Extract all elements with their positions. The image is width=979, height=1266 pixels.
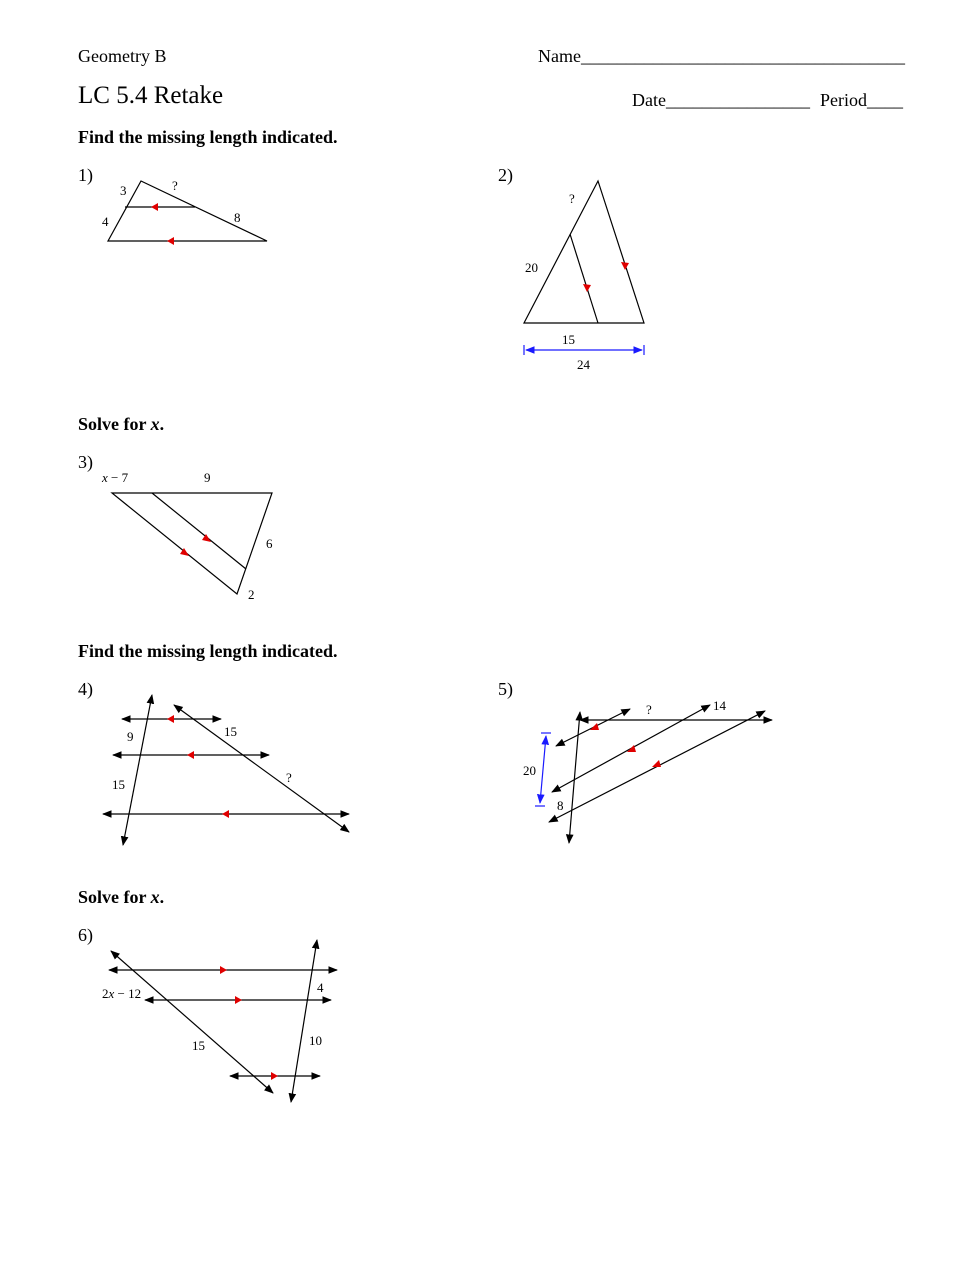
label-24: 24 (577, 357, 590, 372)
transversal (111, 951, 273, 1093)
label-15: 15 (562, 332, 575, 347)
instruction-variable: x (150, 887, 160, 907)
label-unknown: ? (286, 770, 292, 785)
label-20: 20 (523, 763, 536, 778)
parallel-mark-icon (151, 203, 158, 211)
problem-2-diagram (524, 181, 644, 372)
problem-6-number: 6) (78, 925, 93, 945)
instruction-find-length-2: Find the missing length indicated. (78, 641, 338, 661)
label-15: 15 (192, 1038, 205, 1053)
label-10: 10 (309, 1033, 322, 1048)
label-20: 20 (525, 260, 538, 275)
parallel-mark-icon (167, 237, 174, 245)
label-unknown: ? (172, 178, 178, 193)
parallel-mark-icon (652, 760, 661, 767)
label-6: 6 (266, 536, 273, 551)
name-field: Name____________________________________ (538, 46, 905, 66)
parallel-mark-icon (235, 996, 242, 1004)
label-2: 2 (248, 587, 255, 602)
label-3: 3 (120, 183, 127, 198)
problem-5-diagram (523, 698, 772, 843)
date-field: Date________________ (632, 90, 810, 110)
parallel-mark-icon (222, 810, 229, 818)
parallel-segment (152, 493, 246, 569)
instruction-punct: . (159, 414, 165, 434)
label-unknown: ? (569, 191, 575, 206)
label-4: 4 (102, 214, 109, 229)
label-8: 8 (234, 210, 241, 225)
parallel-segment (570, 234, 598, 323)
transversal (123, 695, 152, 845)
triangle (524, 181, 644, 323)
dimension-arrow (540, 736, 546, 803)
problem-1-number: 1) (78, 165, 93, 185)
course-name: Geometry B (78, 46, 167, 66)
problem-3-number: 3) (78, 452, 93, 472)
transversal (291, 940, 317, 1102)
triangle (112, 493, 272, 594)
instruction-text: Solve for (78, 887, 151, 907)
parallel-mark-icon (590, 723, 599, 730)
label-4: 4 (317, 980, 324, 995)
parallel-mark-icon (271, 1072, 278, 1080)
label-unknown: ? (646, 702, 652, 717)
label-8: 8 (557, 798, 564, 813)
instruction-punct: . (159, 887, 165, 907)
problem-3-diagram (101, 470, 273, 602)
instruction-variable: x (150, 414, 160, 434)
problem-1-diagram (102, 178, 267, 245)
parallel-mark-icon (583, 284, 591, 292)
label-15-left: 15 (112, 777, 125, 792)
problem-4-number: 4) (78, 679, 93, 699)
label-2x-minus-12: 2x − 12 (102, 986, 142, 1001)
label-9: 9 (204, 470, 211, 485)
problem-6-diagram (102, 940, 337, 1102)
triangle (108, 181, 267, 241)
label-9: 9 (127, 729, 134, 744)
parallel-mark-icon (220, 966, 227, 974)
problem-5-number: 5) (498, 679, 513, 699)
parallel-mark-icon (621, 262, 629, 270)
parallel-mark-icon (187, 751, 194, 759)
page-title: LC 5.4 Retake (78, 82, 224, 109)
instruction-find-length-1: Find the missing length indicated. (78, 127, 338, 147)
label-15-top: 15 (224, 724, 237, 739)
parallel-mark-icon (167, 715, 174, 723)
instruction-text: Solve for (78, 414, 151, 434)
problem-4-diagram (103, 695, 349, 845)
label-14: 14 (713, 698, 726, 713)
transversal (174, 705, 349, 832)
period-field: Period____ (819, 90, 903, 110)
label-x-minus-7: x − 7 (102, 470, 129, 485)
problem-2-number: 2) (498, 165, 513, 185)
